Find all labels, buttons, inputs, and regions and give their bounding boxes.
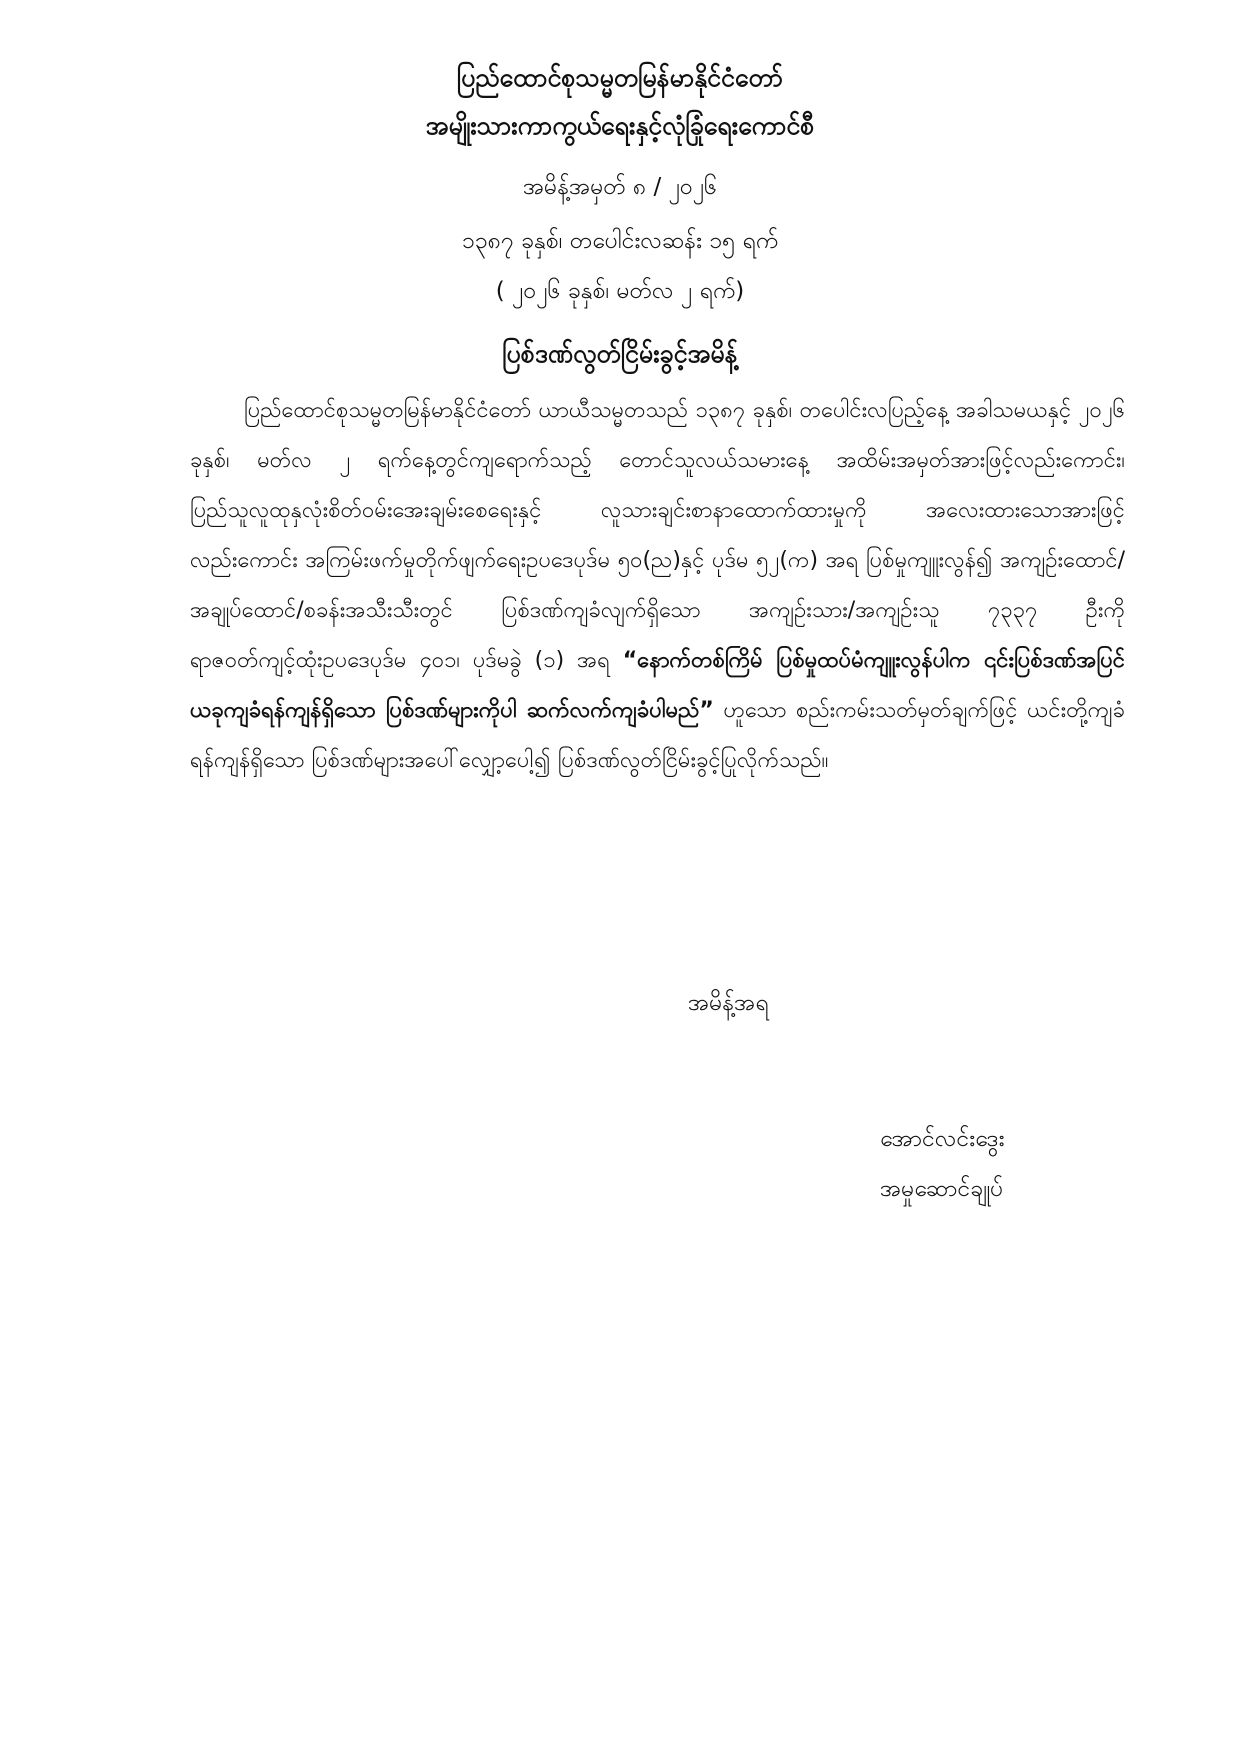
order-title: ပြစ်ဒဏ်လွတ်ငြိမ်းခွင့်အမိန့် bbox=[502, 339, 738, 368]
myanmar-date: ၁၃၈၇ ခုနှစ်၊ တပေါင်းလဆန်း ၁၅ ရက် bbox=[461, 228, 779, 254]
body-part-2: ဟူသော စည်းကမ်းသတ်မှတ်ချက်ဖြင့် ယင်းတို့ကျခံရန်ကျန်ရှိသော ပြစ်ဒဏ်များအပေါ်လျှော့ပေါ့၍ ပြစ်ဒဏ်လွတ်ငြိမ်းခွင့်ပြုလိုက်သည်။ bbox=[190, 698, 1125, 773]
condition-quote: “နောက်တစ်ကြိမ် ပြစ်မှုထပ်မံကျူးလွန်ပါက ၎င်းပြစ်ဒဏ်အပြင် ယခုကျခံရန်ကျန်ရှိသော ပြစ်ဒဏ်များကိုပါ ဆက်လက်ကျခံပါမည်” bbox=[190, 648, 1125, 723]
country-heading: ပြည်ထောင်စုသမ္မတမြန်မာနိုင်ငံတော် bbox=[456, 63, 784, 92]
signatory-position: အမှုဆောင်ချုပ် bbox=[880, 1176, 1004, 1202]
by-order-label: အမိန့်အရ bbox=[688, 990, 769, 1016]
body-part-1: ပြည်ထောင်စုသမ္မတမြန်မာနိုင်ငံတော် ယာယီသမ္မတသည် ၁၃၈၇ ခုနှစ်၊ တပေါင်းလပြည့်နေ့ အခါသမယနှင့် ၂၀၂၆ ခုနှစ်၊ မတ်လ ၂ ရက်နေ့တွင်ကျရောက်သည့် တောင်သူလယ်သမားနေ့ အထိမ်းအမှတ်အားဖြင့်လည်းကောင်း၊ ပြည်သူလူထုနှလုံးစိတ်ဝမ်းအေးချမ်းစေရေးနှင့် လူသားချင်းစာနာထောက်ထားမှုကို အလေးထားသောအားဖြင့်လည်းကောင်း အကြမ်းဖက်မှုတိုက်ဖျက်ရေးဥပဒေပုဒ်မ ၅၀(ည)နှင့် ပုဒ်မ ၅၂(က) အရ ပြစ်မှုကျူးလွန်၍ အကျဉ်းထောင်/အချုပ်ထောင်/စခန်းအသီးသီးတွင် ပြစ်ဒဏ်ကျခံလျက်ရှိသော အကျဉ်းသား/အကျဉ်းသူ ၇၃၃၇ ဦးကို ရာဇဝတ်ကျင့်ထုံးဥပဒေပုဒ်မ ၄၀၁၊ ပုဒ်မခွဲ (၁) အရ bbox=[190, 398, 1125, 673]
signatory-name: အောင်လင်းဒွေး bbox=[880, 1126, 1005, 1152]
council-heading: အမျိုးသားကာကွယ်ရေးနှင့်လုံခြုံရေးကောင်စီ bbox=[425, 111, 815, 140]
gregorian-date: ( ၂၀၂၆ ခုနှစ်၊ မတ်လ ၂ ရက်) bbox=[495, 278, 745, 304]
order-number: အမိန့်အမှတ် ၈ / ၂၀၂၆ bbox=[522, 174, 718, 200]
order-body bbox=[190, 386, 1125, 786]
